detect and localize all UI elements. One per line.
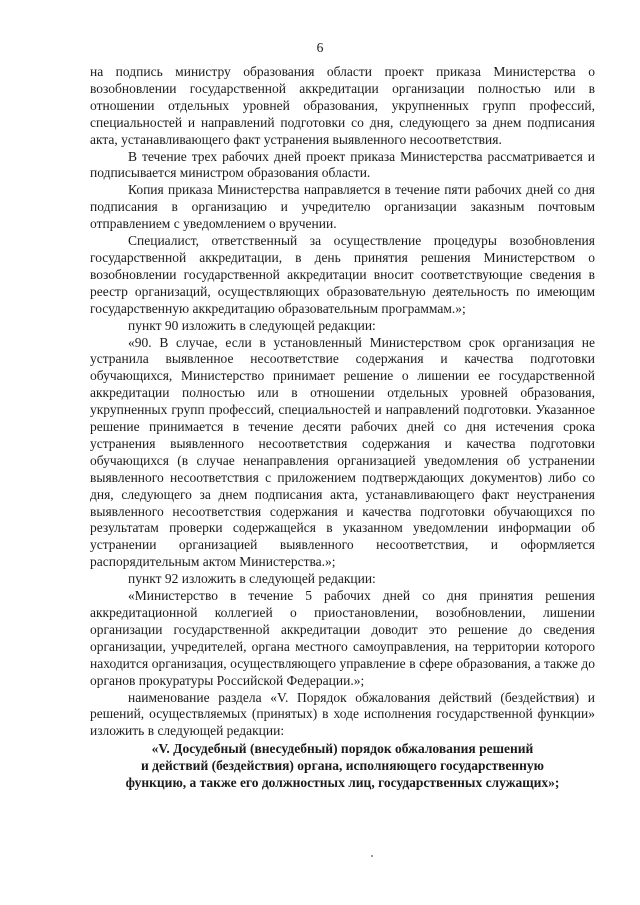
paragraph: пункт 92 изложить в следующей редакции:: [128, 571, 376, 587]
section-heading-line: и действий (бездействия) органа, исполняющего государственную: [141, 758, 544, 774]
section-heading-line: функцию, а также его должностных лиц, государственных служащих»;: [125, 775, 560, 791]
paragraph: Специалист, ответственный за осуществление процедуры возобновления государственной аккредитации, в день принятия решения Министерством о возобновлении государственной аккредитации вносит соответствующие сведения в реестр организаций, осуществляющих образовательную деятельность по имеющим государственную аккредитацию образовательным программам.»;: [90, 233, 595, 316]
paragraph: «90. В случае, если в установленный Министерством срок организация не устранила выявленное несоответствие содержания и качества подготовки обучающихся, Министерство принимает решение о лишении ее государственной аккредитации полностью или в отношении отдельных уровней образования, укрупненных групп профессий, специальностей и направлений подготовки. Указанное решение принимается в течение десяти рабочих дней со дня истечения срока устранения выявленного несоответствия содержания и качества подготовки обучающихся (в случае ненаправления организацией уведомления об устранении выявленного несоответствия с приложением подтверждающих документов) либо со дня, следующего за днем подписания акта, устанавливающего факт неустранения выявленного несоответствия содержания и качества подготовки обучающихся по результатам проверки содержащейся в указанном уведомлении информации об устранении организацией выявленного несоответствия, и оформляется распорядительным актом Министерства.»;: [90, 334, 595, 570]
paragraph: пункт 90 изложить в следующей редакции:: [128, 317, 376, 333]
scan-speck: [371, 855, 373, 857]
paragraph: «Министерство в течение 5 рабочих дней со дня принятия решения аккредитационной коллегией о приостановлении, возобновлении, лишении организации государственной аккредитации доводит это решение до сведения организации, учредителей, органа местного самоуправления, на территории которого находится организация, осуществляющего управление в сфере образования, а также до органов прокуратуры Российской Федерации.»;: [90, 588, 595, 688]
paragraph: наименование раздела «V. Порядок обжалования действий (бездействия) и решений, осуществляемых (принятых) в ходе исполнения государственной функции» изложить в следующей редакции:: [90, 689, 595, 739]
section-heading-line: «V. Досудебный (внесудебный) порядок обжалования решений: [151, 741, 534, 757]
page-number: 6: [316, 40, 324, 55]
paragraph: Копия приказа Министерства направляется в течение пяти рабочих дней со дня подписания в организацию и учредителю организации заказным почтовым отправлением с уведомлением о вручении.: [90, 182, 595, 232]
section-heading: [90, 741, 595, 792]
paragraph: на подпись министру образования области проект приказа Министерства о возобновлении государственной аккредитации организации полностью или в отношении отдельных уровней образования, укрупненных групп профессий, специальностей и направлений подготовки со дня, следующего за днем подписания акта, устанавливающего факт устранения выявленного несоответствия.: [90, 64, 595, 147]
document-body: [90, 64, 595, 792]
paragraph: В течение трех рабочих дней проект приказа Министерства рассматривается и подписывается министром образования области.: [90, 148, 595, 181]
